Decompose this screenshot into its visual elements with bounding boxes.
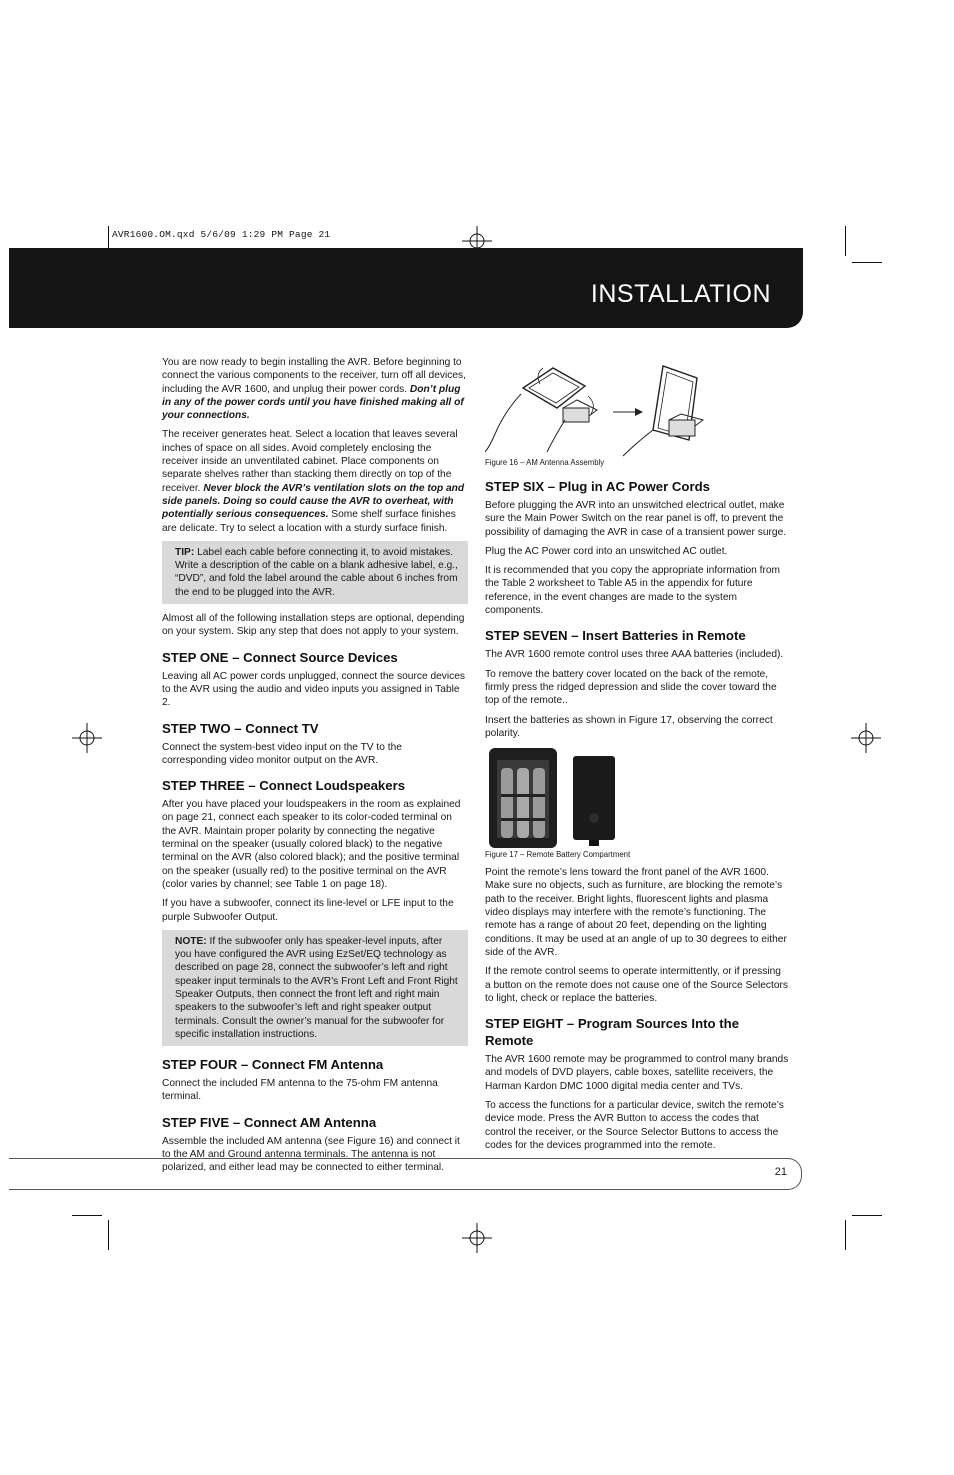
step-seven-text-4: Point the remote’s lens toward the front panel of the AVR 1600. Make sure no objects, such as furniture, are blocking the remote’s path to the receiver. Bright lights, fluorescent lights and plasma video displays may interfere with the remote’s functioning. The remote has a range of about 20 feet, depending on the lighting conditions. It may be used at an angle of up to 30 degrees to either side of the AVR. — [485, 867, 787, 958]
figure-16-am-antenna — [485, 356, 789, 458]
am-antenna-illustration-icon — [485, 356, 789, 458]
crop-mark — [852, 262, 882, 263]
step-seven-text-5: If the remote control seems to operate intermittently, or if pressing a button on the remote does not cause one of the Source Selectors to light, check or replace the batteries. — [485, 966, 788, 1004]
step-four-heading: STEP FOUR – Connect FM Antenna — [162, 1057, 384, 1073]
note-text: If the subwoofer only has speaker-level inputs, after you have configured the AVR using EzSet/EQ technology as described on page 28, connect the subwoofer’s left and right speaker input terminals to the AVR’s Front Left and Front Right Speaker Outputs, then connect the front left and right main speakers to the subwoofer’s left and right speaker output terminals. Consult the owner’s manual for the subwoofer for specific installation instructions. — [175, 935, 458, 1040]
step-six-text: Before plugging the AVR into an unswitched electrical outlet, make sure the Main Power Switch on the rear panel is off, to prevent the possibility of damaging the AVR in case of a transient power surge. — [485, 500, 787, 538]
print-slug: AVR1600.OM.qxd 5/6/09 1:29 PM Page 21 — [112, 229, 331, 240]
right-column — [485, 356, 789, 1158]
step-six-heading: STEP SIX – Plug in AC Power Cords — [485, 479, 710, 494]
step-four-text: Connect the included FM antenna to the 75-ohm FM antenna terminal. — [162, 1078, 438, 1103]
step-three-heading: STEP THREE – Connect Loudspeakers — [162, 778, 406, 794]
figure-17-caption: Figure 17 – Remote Battery Compartment — [485, 850, 631, 860]
step-six-text-2: Plug the AC Power cord into an unswitched AC outlet. — [485, 545, 728, 557]
intro-paragraph: You are now ready to begin installing the AVR. Before beginning to connect the various components to the receiver, turn off all devices, including the AVR 1600, and unplug their power cords. Don’t plug in any of the power cords until you have finished making all of your connections. — [162, 357, 466, 422]
step-seven-heading: STEP SEVEN – Insert Batteries in Remote — [485, 628, 746, 644]
header-banner — [9, 248, 803, 328]
optional-paragraph: Almost all of the following installation steps are optional, depending on your system. Skip any step that does not apply to your system. — [162, 613, 465, 638]
page-title: INSTALLATION — [590, 280, 771, 308]
page-number: 21 — [774, 1166, 787, 1178]
crop-mark — [845, 1220, 846, 1250]
step-five-heading: STEP FIVE – Connect AM Antenna — [162, 1114, 377, 1130]
tip-box — [162, 541, 468, 604]
step-three-subwoofer-text: If you have a subwoofer, connect its line-level or LFE input to the purple Subwoofer Output. — [162, 898, 454, 923]
tip-text: Label each cable before connecting it, to avoid mistakes. Write a description of the cable on a blank adhesive label, e.g., “DVD”, and fold the label around the cable about 6 inches from the end to be plugged into the AVR. — [175, 546, 458, 598]
heat-paragraph: The receiver generates heat. Select a location that leaves several inches of space on all sides. Avoid completely enclosing the receiver inside an unventilated cabinet. Place components on separate shelves rather than stacking them directly on top of the receiver. Never block the AVR’s ventilation slots on the top and side panels. Doing so could cause the AVR to overheat, with potentially serious consequences. Some shelf surface finishes are delicate. Try to select a location with a sturdy surface finish. — [162, 429, 465, 534]
step-three-text: After you have placed your loudspeakers in the room as explained on page 21, connect each speaker to its color-coded terminal on the AVR. Maintain proper polarity by connecting the negative terminal on the speaker (usually colored black) to the negative terminal on the AVR (also colored black); and the positive terminal on the speaker (usually red) to the positive terminal on the AVR (color varies by channel; see Table 1 on page 18). — [162, 799, 461, 890]
registration-mark-icon — [462, 1223, 492, 1253]
crop-mark — [72, 1215, 102, 1216]
page-footer — [9, 1158, 802, 1190]
step-two-heading: STEP TWO – Connect TV — [162, 720, 319, 736]
step-six-text-3: It is recommended that you copy the appropriate information from the Table 2 worksheet to Table A5 in the appendix for future reference, in the event changes are made to the system components. — [485, 565, 781, 617]
registration-mark-icon — [851, 723, 881, 753]
note-label: NOTE: — [175, 935, 207, 947]
step-eight-text: The AVR 1600 remote may be programmed to control many brands and models of DVD players, cable boxes, satellite receivers, the Harman Kardon DMC 1000 digital media center and TVs. — [485, 1054, 789, 1092]
remote-battery-illustration-icon — [485, 746, 789, 850]
step-one-text: Leaving all AC power cords unplugged, connect the source devices to the AVR using the audio and video inputs you assigned in Table 2. — [162, 670, 465, 709]
figure-17-battery-compartment — [485, 746, 789, 850]
step-one-heading: STEP ONE – Connect Source Devices — [162, 649, 398, 665]
crop-mark — [845, 226, 846, 256]
left-column — [162, 356, 468, 1181]
crop-mark — [108, 1220, 109, 1250]
registration-mark-icon — [72, 723, 102, 753]
step-seven-text-2: To remove the battery cover located on the back of the remote, firmly press the ridged depression and slide the cover toward the top of the remote.. — [485, 668, 777, 707]
note-box — [162, 930, 468, 1046]
tip-label: TIP: — [175, 546, 195, 558]
step-eight-text-2: To access the functions for a particular device, switch the remote’s device mode. Press the AVR Button to access the codes that control the receiver, or the Source Selector Buttons to access the codes for the devices programmed into the remote. — [485, 1100, 784, 1151]
step-two-text: Connect the system-best video input on the TV to the corresponding video monitor output on the AVR. — [162, 741, 402, 766]
crop-mark — [852, 1215, 882, 1216]
figure-16-caption: Figure 16 – AM Antenna Assembly — [485, 458, 605, 467]
step-seven-text-3: Insert the batteries as shown in Figure 17, observing the correct polarity. — [485, 714, 773, 739]
step-seven-text: The AVR 1600 remote control uses three AAA batteries (included). — [485, 649, 784, 661]
step-five-text: Assemble the included AM antenna (see Figure 16) and connect it to the AM and Ground antenna terminals. The antenna is not polarized, and either lead may be connected to either terminal. — [162, 1135, 460, 1174]
step-eight-heading: STEP EIGHT – Program Sources Into the Remote — [485, 1016, 740, 1049]
